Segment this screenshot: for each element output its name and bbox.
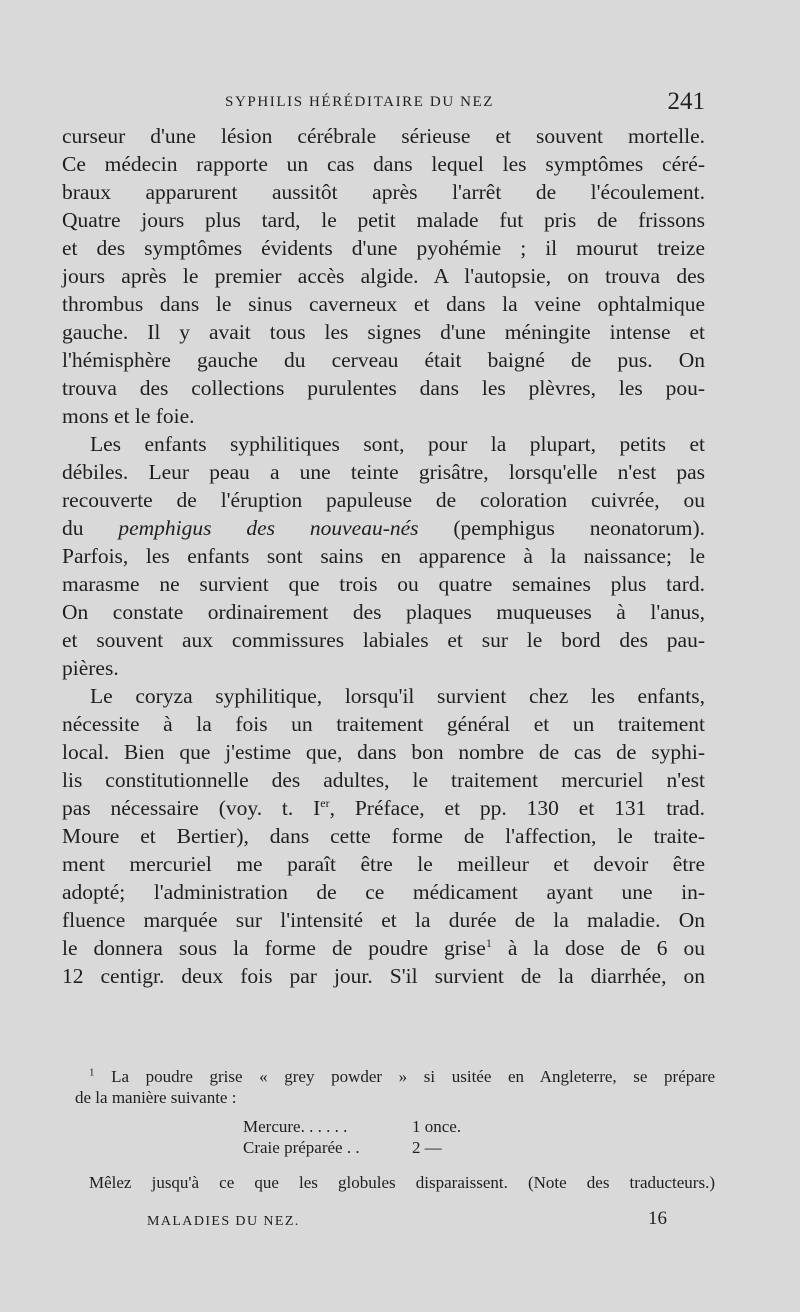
text-line: marasme ne survient que trois ou quatre semaines plus tard. [62, 572, 705, 596]
text-line-with-footnote-ref [62, 934, 705, 962]
line-text-after: , Préface, et pp. 130 et 131 trad. [329, 796, 705, 820]
running-title: SYPHILIS HÉRÉDITAIRE DU NEZ [225, 94, 495, 110]
line-text-before: du [62, 516, 119, 540]
text-line: pières. [62, 656, 119, 680]
text-line-with-italic [62, 514, 705, 542]
recipe-quantity: 2 — [412, 1138, 442, 1157]
footnote [75, 1066, 715, 1194]
text-line: et souvent aux commissures labiales et sur le bord des pau- [62, 628, 705, 652]
footnote-text: La poudre grise « grey powder » si usitée en Angleterre, se prépare [94, 1067, 715, 1086]
text-line: mons et le foie. [62, 404, 195, 428]
text-line: adopté; l'administration de ce médicament ayant une in- [62, 880, 705, 904]
text-line: Quatre jours plus tard, le petit malade fut pris de frissons [62, 208, 705, 232]
paragraph-start-line: Les enfants syphilitiques sont, pour la plupart, petits et [90, 432, 705, 456]
paragraph-start-line: Le coryza syphilitique, lorsqu'il survient chez les enfants, [90, 684, 705, 708]
footnote-reference: 1 [485, 935, 492, 950]
recipe-row [75, 1137, 715, 1158]
recipe-ingredient: Mercure. . . . . . [243, 1117, 348, 1136]
text-line: Moure et Bertier), dans cette forme de l'affection, le traite- [62, 824, 705, 848]
text-line: l'hémisphère gauche du cerveau était baigné de pus. On [62, 348, 705, 372]
text-line: lis constitutionnelle des adultes, le traitement mercuriel n'est [62, 768, 705, 792]
signature-line [147, 1208, 667, 1234]
text-line: nécessite à la fois un traitement général et un traitement [62, 712, 705, 736]
text-line: trouva des collections purulentes dans les plèvres, les pou- [62, 376, 705, 400]
text-line: gauche. Il y avait tous les signes d'une méningite intense et [62, 320, 705, 344]
text-line: et des symptômes évidents d'une pyohémie ; il mourut treize [62, 236, 705, 260]
text-line: jours après le premier accès algide. A l'autopsie, on trouva des [62, 264, 705, 288]
text-line: débiles. Leur peau a une teinte grisâtre, lorsqu'elle n'est pas [62, 460, 705, 484]
page-number: 241 [667, 88, 705, 115]
recipe-quantity: 1 once. [412, 1117, 462, 1136]
printer-signature: MALADIES DU NEZ. [147, 1214, 300, 1229]
text-line-with-superscript [62, 794, 705, 822]
footnote-line [75, 1066, 715, 1087]
line-text-after: à la dose de 6 ou [491, 936, 705, 960]
recipe-ingredient: Craie préparée . . [243, 1138, 360, 1157]
line-text-after: (pemphigus neonatorum). [418, 516, 705, 540]
footnote-line: de la manière suivante : [75, 1088, 237, 1107]
text-line: On constate ordinairement des plaques muqueuses à l'anus, [62, 600, 705, 624]
footnote-marker: 1 [89, 1066, 95, 1079]
line-text-before: le donnera sous la forme de poudre grise [62, 936, 486, 960]
text-line: Ce médecin rapporte un cas dans lequel les symptômes céré- [62, 152, 705, 176]
text-line: curseur d'une lésion cérébrale sérieuse et souvent mortelle. [62, 124, 705, 148]
text-line: recouverte de l'éruption papuleuse de coloration cuivrée, ou [62, 488, 705, 512]
text-line: ment mercuriel me paraît être le meilleur et devoir être [62, 852, 705, 876]
superscript: er [320, 795, 330, 810]
body-text [62, 122, 705, 990]
running-head [225, 88, 705, 115]
italic-term: pemphigus des nouveau-nés [118, 516, 419, 540]
text-line: braux apparurent aussitôt après l'arrêt de l'écoulement. [62, 180, 705, 204]
signature-number: 16 [648, 1208, 667, 1229]
text-line: thrombus dans le sinus caverneux et dans la veine ophtalmique [62, 292, 705, 316]
footnote-closing: Mêlez jusqu'à ce que les globules disparaissent. (Note des traducteurs.) [89, 1173, 715, 1192]
text-line: local. Bien que j'estime que, dans bon nombre de cas de syphi- [62, 740, 705, 764]
text-line: 12 centigr. deux fois par jour. S'il survient de la diarrhée, on [62, 964, 705, 988]
text-line: Parfois, les enfants sont sains en apparence à la naissance; le [62, 544, 705, 568]
text-line: fluence marquée sur l'intensité et la durée de la maladie. On [62, 908, 705, 932]
recipe-row [75, 1116, 715, 1137]
line-text-before: pas nécessaire (voy. t. I [62, 796, 321, 820]
